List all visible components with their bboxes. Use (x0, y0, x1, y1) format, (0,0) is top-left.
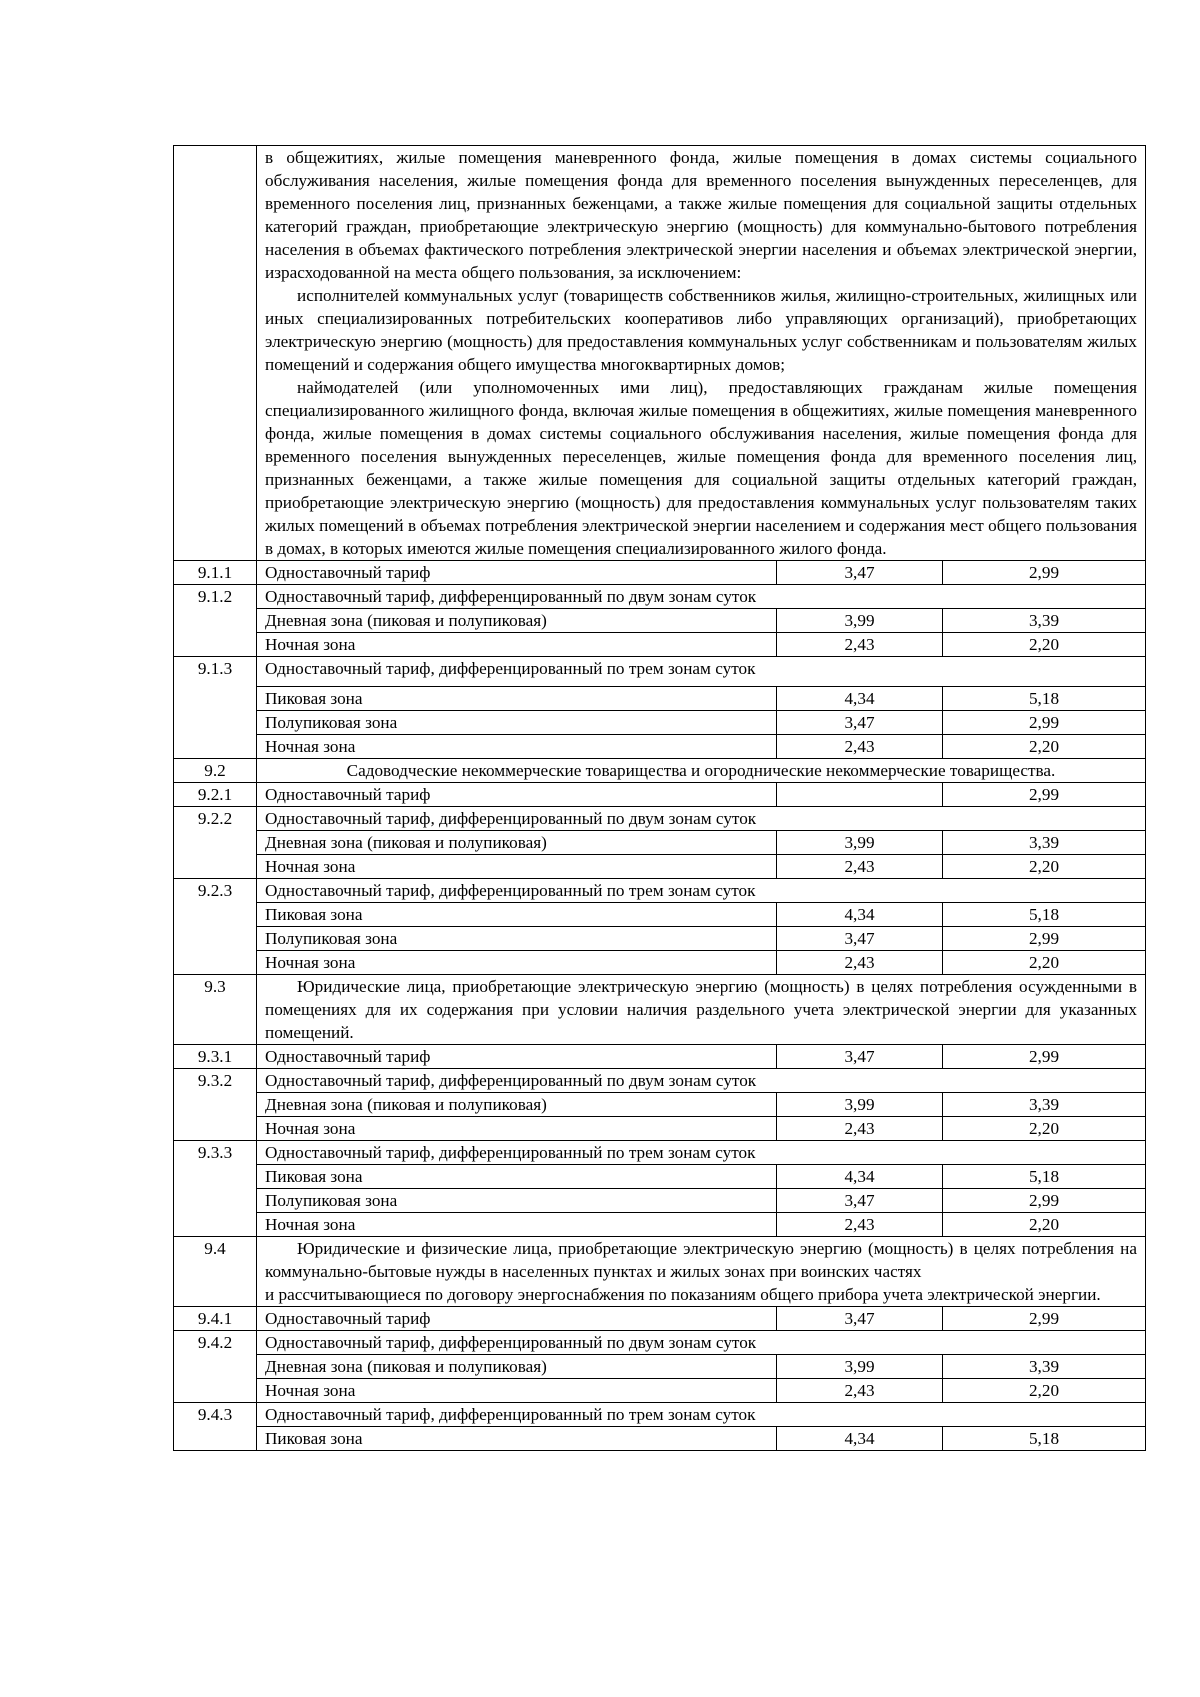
table-row (174, 711, 1146, 735)
row-number-cell (174, 146, 257, 561)
tariff-name: Одноставочный тариф, дифференцированный по двум зонам суток (257, 1331, 1146, 1355)
tariff-value-1-empty (777, 783, 943, 807)
tariff-value-2: 2,99 (943, 711, 1146, 735)
table-row (174, 146, 1146, 561)
tariff-value-1: 2,43 (777, 951, 943, 975)
intro-paragraph: наймодателей (или уполномоченных ими лиц), предоставляющих гражданам жилые помещения специализированного жилищного фонда, включая жилые помещения в общежитиях, жилые помещения маневренного фонда, жилые помещения в домах системы социального обслуживания населения, жилые помещения фонда для временного поселения вынужденных переселенцев, жилые помещения фонда для временного поселения лиц, признанных беженцами, а также жилые помещения для социальной защиты отдельных категорий граждан, приобретающие электрическую энергию (мощность) для предоставления коммунальных услуг пользователям таких жилых помещений в объемах потребления электрической энергии населением и содержания мест общего пользования в домах, в которых имеются жилые помещения специализированного жилого фонда. (265, 378, 1137, 558)
tariff-value-1: 3,47 (777, 1045, 943, 1069)
row-number: 9.3.1 (174, 1045, 257, 1069)
table-row (174, 1379, 1146, 1403)
tariff-value-2: 5,18 (943, 1165, 1146, 1189)
tariff-name: Одноставочный тариф, дифференцированный по двум зонам суток (257, 807, 1146, 831)
table-row (174, 1093, 1146, 1117)
tariff-name: Одноставочный тариф, дифференцированный по трем зонам суток (257, 1141, 1146, 1165)
table-row (174, 1427, 1146, 1451)
zone-name: Полупиковая зона (257, 927, 777, 951)
row-number: 9.4.1 (174, 1307, 257, 1331)
zone-name: Ночная зона (257, 1213, 777, 1237)
table-row (174, 975, 1146, 1045)
tariff-name: Одноставочный тариф (257, 561, 777, 585)
table-row (174, 633, 1146, 657)
section-title: Садоводческие некоммерческие товарищества и огороднические некоммерческие товарищества. (257, 759, 1146, 783)
intro-paragraph: исполнителей коммунальных услуг (товариществ собственников жилья, жилищно-строительных, жилищных или иных специализированных потребительских кооперативов либо управляющих организаций), приобретающих электрическую энергию (мощность) для предоставления коммунальных услуг собственникам и пользователям жилых помещений и содержания общего имущества многоквартирных домов; (265, 286, 1137, 374)
zone-name: Ночная зона (257, 951, 777, 975)
table-row (174, 657, 1146, 687)
tariff-value-2: 5,18 (943, 687, 1146, 711)
zone-name: Ночная зона (257, 735, 777, 759)
section-number: 9.2 (174, 759, 257, 783)
tariff-value-2: 3,39 (943, 831, 1146, 855)
zone-name: Дневная зона (пиковая и полупиковая) (257, 1093, 777, 1117)
tariff-value-2: 3,39 (943, 609, 1146, 633)
tariff-value-2: 2,99 (943, 1045, 1146, 1069)
intro-cell (257, 146, 1146, 561)
tariff-value-2: 2,20 (943, 1117, 1146, 1141)
table-row (174, 687, 1146, 711)
tariff-value-1: 3,47 (777, 711, 943, 735)
row-number: 9.2.1 (174, 783, 257, 807)
table-row (174, 783, 1146, 807)
table-row (174, 609, 1146, 633)
table-row (174, 1189, 1146, 1213)
tariff-value-1: 2,43 (777, 1117, 943, 1141)
table-row (174, 831, 1146, 855)
row-number: 9.2.2 (174, 807, 257, 879)
tariff-value-1: 2,43 (777, 633, 943, 657)
table-row (174, 1403, 1146, 1427)
zone-name: Полупиковая зона (257, 711, 777, 735)
intro-paragraph: в общежитиях, жилые помещения маневренного фонда, жилые помещения в домах системы социального обслуживания населения, жилые помещения фонда для временного поселения вынужденных переселенцев, для временного поселения лиц, признанных беженцами, а также жилые помещения для социальной защиты отдельных категорий граждан, приобретающие электрическую энергию (мощность) для коммунально-бытового потребления населения в объемах фактического потребления электрической энергии населения и объемах электрической энергии, израсходованной на места общего пользования, за исключением: (265, 148, 1137, 282)
section-title-cell (257, 1237, 1146, 1307)
tariff-value-2: 5,18 (943, 903, 1146, 927)
row-number: 9.2.3 (174, 879, 257, 975)
tariff-value-1: 3,99 (777, 1355, 943, 1379)
row-number: 9.4.2 (174, 1331, 257, 1403)
tariff-value-1: 4,34 (777, 1165, 943, 1189)
table-row (174, 1117, 1146, 1141)
row-number: 9.3.2 (174, 1069, 257, 1141)
table-row (174, 1165, 1146, 1189)
tariff-name: Одноставочный тариф, дифференцированный по трем зонам суток (257, 657, 1146, 687)
tariff-value-1: 4,34 (777, 687, 943, 711)
zone-name: Пиковая зона (257, 687, 777, 711)
tariff-name: Одноставочный тариф (257, 1045, 777, 1069)
section-number: 9.3 (174, 975, 257, 1045)
tariff-value-1: 2,43 (777, 1379, 943, 1403)
tariff-name: Одноставочный тариф (257, 1307, 777, 1331)
tariff-value-1: 3,47 (777, 561, 943, 585)
table-row (174, 927, 1146, 951)
zone-name: Ночная зона (257, 855, 777, 879)
table-row (174, 1331, 1146, 1355)
tariff-value-2: 2,20 (943, 951, 1146, 975)
tariff-value-2: 2,99 (943, 1307, 1146, 1331)
table-row (174, 855, 1146, 879)
tariff-value-2: 2,99 (943, 783, 1146, 807)
section-title-cell (257, 975, 1146, 1045)
section-title-continued: и рассчитывающиеся по договору энергоснабжения по показаниям общего прибора учета электрической энергии. (265, 1285, 1101, 1304)
tariff-value-2: 2,20 (943, 1213, 1146, 1237)
row-number: 9.3.3 (174, 1141, 257, 1237)
row-number: 9.4.3 (174, 1403, 257, 1451)
table-row (174, 807, 1146, 831)
section-title: Юридические лица, приобретающие электрическую энергию (мощность) в целях потребления осужденными в помещениях для их содержания при условии наличия раздельного учета электрической энергии для указанных помещений. (265, 977, 1137, 1042)
tariff-value-2: 2,20 (943, 1379, 1146, 1403)
table-row (174, 1045, 1146, 1069)
section-title: Юридические и физические лица, приобретающие электрическую энергию (мощность) в целях потребления на коммунально-бытовые нужды в населенных пунктах и жилых зонах при воинских частях (265, 1239, 1137, 1281)
tariff-name: Одноставочный тариф, дифференцированный по трем зонам суток (257, 1403, 1146, 1427)
table-row (174, 1213, 1146, 1237)
tariff-value-2: 3,39 (943, 1355, 1146, 1379)
tariff-value-1: 2,43 (777, 735, 943, 759)
table-row (174, 879, 1146, 903)
tariff-value-1: 3,99 (777, 1093, 943, 1117)
zone-name: Дневная зона (пиковая и полупиковая) (257, 831, 777, 855)
tariff-value-1: 2,43 (777, 855, 943, 879)
tariff-value-1: 3,99 (777, 609, 943, 633)
table-row (174, 561, 1146, 585)
row-number: 9.1.3 (174, 657, 257, 759)
table-row (174, 1307, 1146, 1331)
table-row (174, 1069, 1146, 1093)
section-number: 9.4 (174, 1237, 257, 1307)
tariff-value-2: 2,99 (943, 561, 1146, 585)
tariff-value-1: 3,47 (777, 1307, 943, 1331)
zone-name: Полупиковая зона (257, 1189, 777, 1213)
tariff-name: Одноставочный тариф (257, 783, 777, 807)
zone-name: Пиковая зона (257, 1165, 777, 1189)
tariff-value-1: 3,99 (777, 831, 943, 855)
tariff-value-2: 2,99 (943, 927, 1146, 951)
row-number: 9.1.1 (174, 561, 257, 585)
table-row (174, 951, 1146, 975)
tariff-value-1: 2,43 (777, 1213, 943, 1237)
table-row (174, 735, 1146, 759)
zone-name: Дневная зона (пиковая и полупиковая) (257, 609, 777, 633)
tariff-value-2: 5,18 (943, 1427, 1146, 1451)
zone-name: Дневная зона (пиковая и полупиковая) (257, 1355, 777, 1379)
tariff-value-1: 3,47 (777, 1189, 943, 1213)
table-row (174, 1355, 1146, 1379)
tariff-name: Одноставочный тариф, дифференцированный по трем зонам суток (257, 879, 1146, 903)
zone-name: Ночная зона (257, 1117, 777, 1141)
tariff-value-2: 2,99 (943, 1189, 1146, 1213)
table-row (174, 1237, 1146, 1307)
document-page (173, 145, 1145, 1451)
tariff-value-2: 2,20 (943, 855, 1146, 879)
zone-name: Пиковая зона (257, 903, 777, 927)
tariff-name: Одноставочный тариф, дифференцированный по двум зонам суток (257, 585, 1146, 609)
tariff-value-2: 2,20 (943, 735, 1146, 759)
tariff-value-1: 4,34 (777, 1427, 943, 1451)
tariff-value-1: 4,34 (777, 903, 943, 927)
zone-name: Ночная зона (257, 633, 777, 657)
row-number: 9.1.2 (174, 585, 257, 657)
zone-name: Пиковая зона (257, 1427, 777, 1451)
tariff-value-2: 3,39 (943, 1093, 1146, 1117)
tariff-value-2: 2,20 (943, 633, 1146, 657)
table-row (174, 759, 1146, 783)
tariff-value-1: 3,47 (777, 927, 943, 951)
table-row (174, 903, 1146, 927)
table-row (174, 585, 1146, 609)
tariff-table (173, 145, 1146, 1451)
zone-name: Ночная зона (257, 1379, 777, 1403)
table-row (174, 1141, 1146, 1165)
tariff-name: Одноставочный тариф, дифференцированный по двум зонам суток (257, 1069, 1146, 1093)
